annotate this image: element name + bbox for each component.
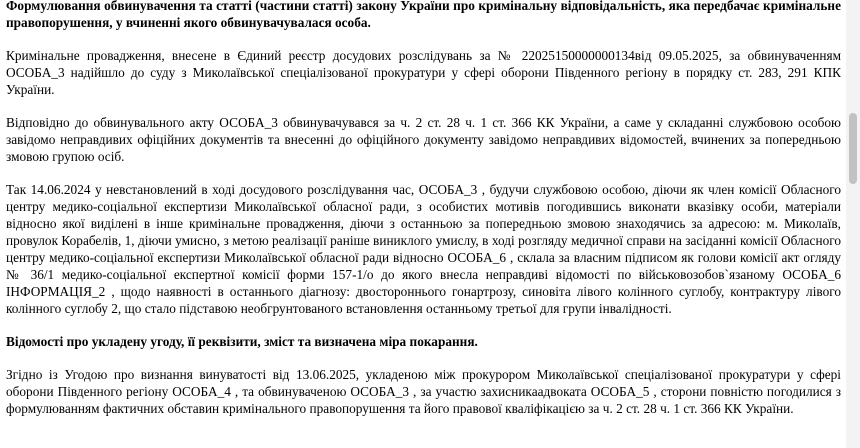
paragraph-agreement: Згідно із Угодою про визнання винуватості від 13.06.2025, укладеною між прокурором Миколаївської спеціалізованої прокуратури у сфері оборони Південного регіону ОСОБА_4 , та обвинуваченою ОСОБА_3 , за участю захисникаадвоката ОСОБА_5 , сторони повністю погодилися з формулюванням фактичних обставин кримінального правопорушення та його правової кваліфікацією за ч. 2 ст. 28 ч. 1 ст. 366 КК України. [6,367,841,416]
section-heading-agreement: Відомості про укладену угоду, її реквізити, зміст та визначена міра покарання. [6,334,478,349]
paragraph-proceedings: Кримінальне провадження, внесене в Єдиний реєстр досудових розслідувань за № 22025150000000134від 09.05.2025, за обвинуваченням ОСОБА_3 надійшло до суду з Миколаївської спеціалізованої прокуратури у сфері оборони Південного регіону в порядку ст. 283, 291 КПК України. [6,48,841,97]
scrollbar-thumb[interactable] [849,113,857,184]
document-body [6,0,841,417]
section-heading-charges: Формулювання обвинувачення та статті (частини статті) закону України про кримінальну відповідальність, яка передбачає кримінальне правопорушення, у вчиненні якого обвинувачувалася особа. [6,0,841,30]
spacer [6,350,841,366]
paragraph-indictment: Відповідно до обвинувального акту ОСОБА_3 обвинувачувався за ч. 2 ст. 28 ч. 1 ст. 366 КК України, а саме у складанні службовою особою завідомо неправдивих офіційних документів та внесенні до офіційного документу завідомо неправдивих відомостей, вчинених за попередньою змовою групою осіб. [6,115,841,164]
spacer [6,98,841,114]
paragraph-circumstances: Так 14.06.2024 у невстановлений в ході досудового розслідування час, ОСОБА_3 , будучи службовою особою, діючи як член комісії Обласного центру медико-соціальної експертизи Миколаївської обласної ради, з особистих мотивів погодившись виконати вказівку особи, матеріали відносно якої виділені в інше кримінальне провадження, діючи з останньою за попередньою змовою знаходячись за адресою: м. Миколаїв, провулок Корабелів, 1, діючи умисно, з метою реалізації раніше виниклого умислу, в ході розгляду медичної справи на засіданні комісії Обласного центру медико-соціальної експертизи Миколаївської обласної ради відносно ОСОБА_6 , склала за власним підписом як голови комісії акт огляду № 36/1 медико-соціальної експертної комісії форми 157-1/о до якого внесла неправдиві відомості по військовозобов`язаному ОСОБА_6 ІНФОРМАЦІЯ_2 , щодо наявності в останнього діагнозу: двостороннього гонартрозу, синовіта лівого колінного суглобу, контрактуру лівого колінного суглобу 2, що стало підставою необгрунтованого встановлення останньому третьої для групи інвалідності. [6,182,841,316]
spacer [6,317,841,333]
vertical-scrollbar[interactable] [846,0,860,448]
spacer [6,165,841,181]
spacer [6,31,841,47]
